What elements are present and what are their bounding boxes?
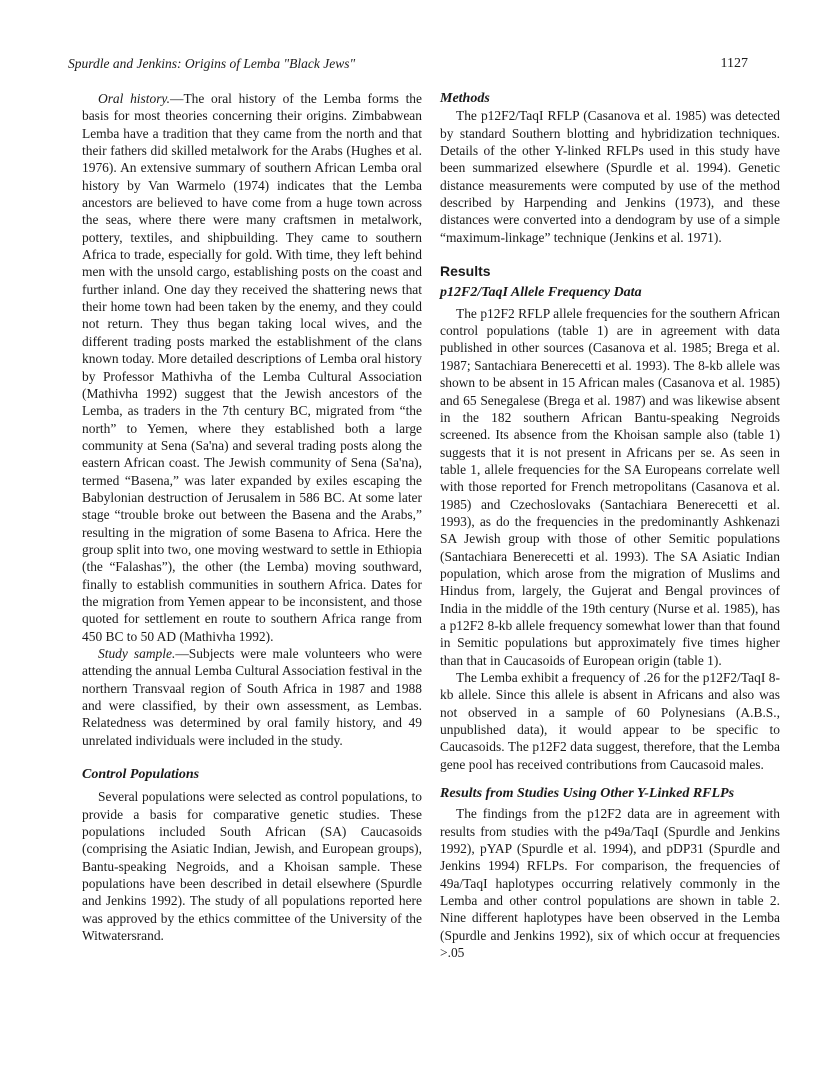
control-populations-text: Several populations were selected as control populations, to provide a basis for comparative genetic studies. These populations included South African (SA) Caucasoids (comprising the Asiatic Indian, Jewish, and European groups), Bantu-speaking Negroids, and a Khoisan sample. These populations have been described in detail elsewhere (Spurdle and Jenkins 1992). The study of all populations reported here was approved by the ethics committee of the University of the Witwatersrand. bbox=[82, 789, 422, 944]
page-number: 1127 bbox=[720, 56, 748, 71]
right-column bbox=[440, 90, 780, 962]
oral-history-paragraph bbox=[82, 90, 422, 645]
left-column bbox=[82, 90, 422, 945]
study-sample-runin: Study sample. bbox=[98, 646, 176, 661]
oral-history-runin: Oral history. bbox=[98, 91, 171, 106]
page-header bbox=[68, 56, 748, 76]
oral-history-text: —The oral history of the Lemba forms the basis for most theories concerning their origins. Zimbabwean Lemba have a tradition that they came from the north and that their fathers did skilled metalwork for the Arabs (Hughes et al. 1976). An extensive summary of southern African Lemba oral history by Van Warmelo (1974) indicates that the Lemba ancestors are believed to have come from a huge town across the seas, where there were many craftsmen in metalwork, pottery, textiles, and shipbuilding. They came to southern Africa to trade, especially for gold. With time, they left behind men with the unsold cargo, establishing posts on the coast and further inland. One day they received the shattering news that their home town had been taken by the enemy, and they could not return. They thus began taking local wives, and the different trading posts marked the establishment of the clans known today. More detailed descriptions of Lemba oral history by Professor Mathivha of the Lemba Cultural Association (Mathivha 1992) suggest that the Jewish ancestors of the Lemba, as traders in the 7th century BC, migrated from “the north” to Yemen, where they established both a large community at Sena (Sa'na) and several trading posts along the eastern African coast. The Jewish community of Sena (Sa'na), termed “Basena,” was later expanded by exiles escaping the Babylonian destruction of Jerusalem in 586 BC. At some later stage “trouble broke out between the Basena and the Arabs,” resulting in the migration of some Basena to Africa. Here the group split into two, one moving westward to settle in Ethiopia (the “Falashas”), the other (the Lemba) moving southward, finally to establish communities in southern Africa. Dates for the migration from Yemen appear to be inconsistent, and those quoted for settlement en route to southern Africa range from 450 BC to 50 AD (Mathivha 1992). bbox=[82, 91, 422, 644]
study-sample-paragraph bbox=[82, 645, 422, 749]
methods-heading: Methods bbox=[440, 91, 490, 106]
running-title: Spurdle and Jenkins: Origins of Lemba "Black Jews" bbox=[68, 56, 356, 71]
control-populations-heading: Control Populations bbox=[82, 767, 200, 783]
allele-frequency-heading: p12F2/TaqI Allele Frequency Data bbox=[440, 285, 642, 301]
allele-frequency-paragraph-2: The Lemba exhibit a frequency of .26 for the p12F2/TaqI 8-kb allele. Since this allele is absent in Africans and also was not observed in a sample of 60 Polynesians (A.B.S., unpublished data), it would appear to be specific to Caucasoids. The p12F2 data suggest, therefore, that the Lemba gene pool has received contributions from Caucasoid males. bbox=[440, 670, 780, 772]
other-rflps-text: The findings from the p12F2 data are in agreement with results from studies with the p49a/TaqI (Spurdle and Jenkins 1992), pYAP (Spurdle et al. 1994), and pDP31 (Spurdle and Jenkins 1994) RFLPs. For comparison, the frequencies of 49a/TaqI haplotypes occurring relatively commonly in the Lemba and other control populations are shown in table 2. Nine different haplotypes have been observed in the Lemba (Spurdle and Jenkins 1992), six of which occur at frequencies >.05 bbox=[440, 806, 780, 961]
study-sample-text: —Subjects were male volunteers who were attending the annual Lemba Cultural Association festival in the northern Transvaal region of South Africa in 1987 and 1988 and were classified, by their own assessment, as Lembas. Relatedness was determined by oral family history, and 49 unrelated individuals were included in the study. bbox=[82, 646, 422, 748]
results-heading: Results bbox=[440, 263, 491, 280]
allele-frequency-paragraph-1: The p12F2 RFLP allele frequencies for the southern African control populations (table 1) are in agreement with data published in other sources (Casanova et al. 1985; Brega et al. 1987; Santachiara Benerecetti et al. 1993). The 8-kb allele was shown to be absent in 15 African males (Casanova et al. 1985) and 65 Senegalese (Brega et al. 1987) and was likewise absent in the 182 southern African Bantu-speaking Negroids screened. Its absence from the Khoisan sample also (table 1) suggests that it is not present in Africans per se. As seen in table 1, allele frequencies for the SA Europeans correlate well with those reported for French metropolitans (Casanova et al. 1985) and Czechoslovaks (Santachiara Benerecetti et al. 1993), as do the frequencies in the predominantly Ashkenazi SA Jewish group with those of other Semitic populations (Santachiara Benerecetti et al. 1993). The SA Asiatic Indian population, which arose from the migration of Muslims and Hindus from, largely, the Gujerat and Bengal provinces of India in the middle of the 19th century (Nurse et al. 1985), has a p12F2 8-kb allele frequency somewhat lower than that found in Semitic populations but approximately five times higher than that in Caucasoids of European origin (table 1). bbox=[440, 305, 780, 668]
methods-text: The p12F2/TaqI RFLP (Casanova et al. 1985) was detected by standard Southern blotting and hybridization techniques. Details of the other Y-linked RFLPs used in this study have been summarized elsewhere (Spurdle et al. 1994). Genetic distance measurements were computed by use of the method described by Harpending and Jenkins (1973), and these distances were converted into a dendogram by use of a simple “maximum-linkage” technique (Jenkins et al. 1971). bbox=[440, 108, 780, 245]
other-rflps-heading: Results from Studies Using Other Y-Linked RFLPs bbox=[440, 786, 735, 802]
